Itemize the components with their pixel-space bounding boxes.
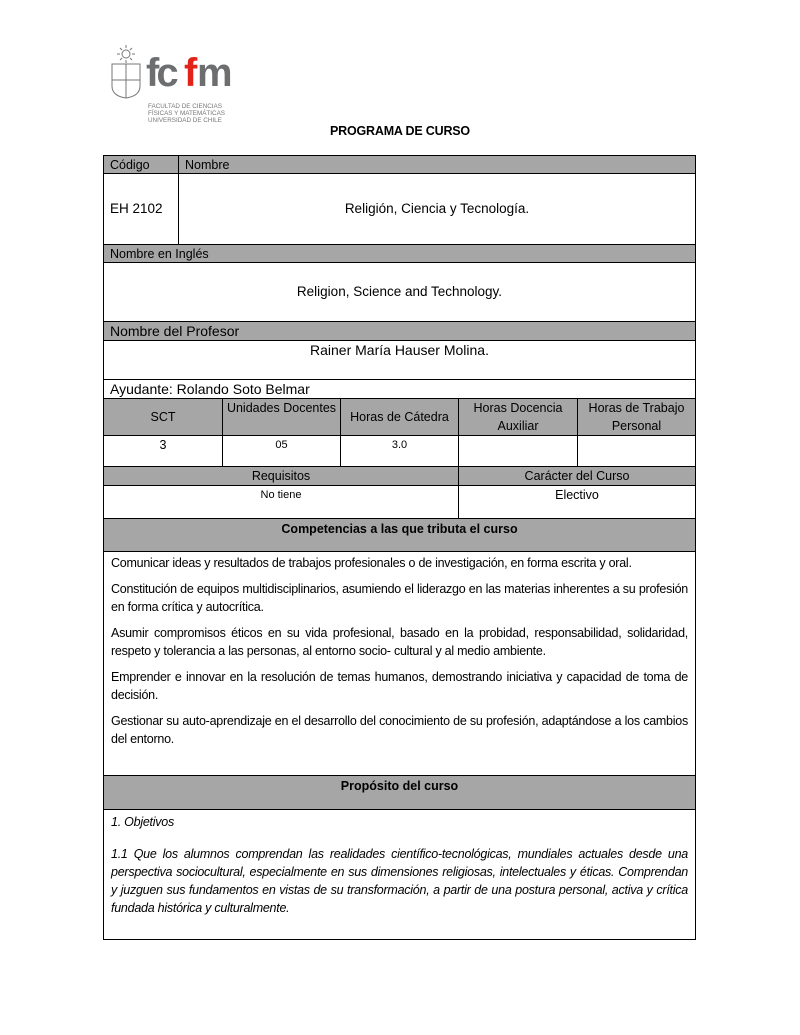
profesor-value: Rainer María Hauser Molina. — [103, 340, 696, 380]
competencia-item: Asumir compromisos éticos en su vida profesional, basado en la probidad, responsabilidad, solidaridad, respeto y tolerancia a las personas, al entorno socio- cultural y al medio ambiente. — [111, 626, 688, 658]
university-seal-icon — [108, 44, 233, 126]
ingles-label: Nombre en Inglés — [103, 244, 696, 263]
document-title: PROGRAMA DE CURSO — [330, 124, 470, 138]
requisitos-value: No tiene — [103, 485, 459, 519]
caracter-value: Electivo — [458, 485, 696, 519]
proposito-label: Propósito del curso — [103, 775, 696, 810]
col-horas-personal: Horas de Trabajo Personal — [577, 398, 696, 436]
col-unidades: Unidades Docentes — [222, 398, 341, 436]
val-horas-catedra: 3.0 — [340, 435, 459, 467]
svg-text:FACULTAD DE CIENCIAS: FACULTAD DE CIENCIAS — [148, 103, 222, 110]
val-horas-personal — [577, 435, 696, 467]
fcfm-logo — [108, 44, 233, 131]
competencia-item: Emprender e innovar en la resolución de temas humanos, demostrando iniciativa y capacidad de toma de decisión. — [111, 670, 688, 702]
objetivos-title: 1. Objetivos — [111, 815, 175, 829]
svg-text:fc: fc — [146, 51, 176, 95]
val-sct: 3 — [103, 435, 223, 467]
col-sct: SCT — [103, 398, 223, 436]
svg-text:UNIVERSIDAD DE CHILE: UNIVERSIDAD DE CHILE — [148, 117, 222, 124]
nombre-label: Nombre — [178, 155, 696, 174]
codigo-label: Código — [103, 155, 179, 174]
codigo-value: EH 2102 — [103, 173, 179, 245]
proposito-content — [103, 809, 696, 940]
profesor-label: Nombre del Profesor — [103, 321, 696, 341]
val-horas-auxiliar — [458, 435, 578, 467]
requisitos-label: Requisitos — [103, 466, 459, 486]
svg-text:f: f — [184, 51, 195, 95]
objetivo-1: 1.1 Que los alumnos comprendan las realidades científico-tecnológicas, mundiales actuales desde una perspectiva sociocultural, especialmente en sus dimensiones religiosas, intelectuales y éticas. Comprendan y juzguen sus fundamentos en vistas de su transformación, a partir de una postura personal, activa y crítica fundada histórica y culturalmente. — [111, 847, 688, 915]
competencias-label: Competencias a las que tributa el curso — [103, 518, 696, 552]
ingles-value: Religion, Science and Technology. — [103, 262, 696, 322]
nombre-value: Religión, Ciencia y Tecnología. — [178, 173, 696, 245]
caracter-label: Carácter del Curso — [458, 466, 696, 486]
val-unidades: 05 — [222, 435, 341, 467]
competencia-item: Comunicar ideas y resultados de trabajos profesionales o de investigación, en forma escrita y oral. — [111, 556, 632, 570]
col-horas-catedra: Horas de Cátedra — [340, 398, 459, 436]
svg-text:FÍSICAS Y MATEMÁTICAS: FÍSICAS Y MATEMÁTICAS — [148, 110, 225, 117]
competencias-list — [103, 551, 696, 776]
ayudante: Ayudante: Rolando Soto Belmar — [103, 379, 696, 399]
col-horas-auxiliar: Horas Docencia Auxiliar — [458, 398, 578, 436]
competencia-item: Constitución de equipos multidisciplinarios, asumiendo el liderazgo en las materias inherentes a su profesión en forma crítica y autocrítica. — [111, 582, 688, 614]
svg-text:m: m — [197, 51, 230, 95]
competencia-item: Gestionar su auto-aprendizaje en el desarrollo del conocimiento de su profesión, adaptándose a los cambios del entorno. — [111, 714, 688, 746]
